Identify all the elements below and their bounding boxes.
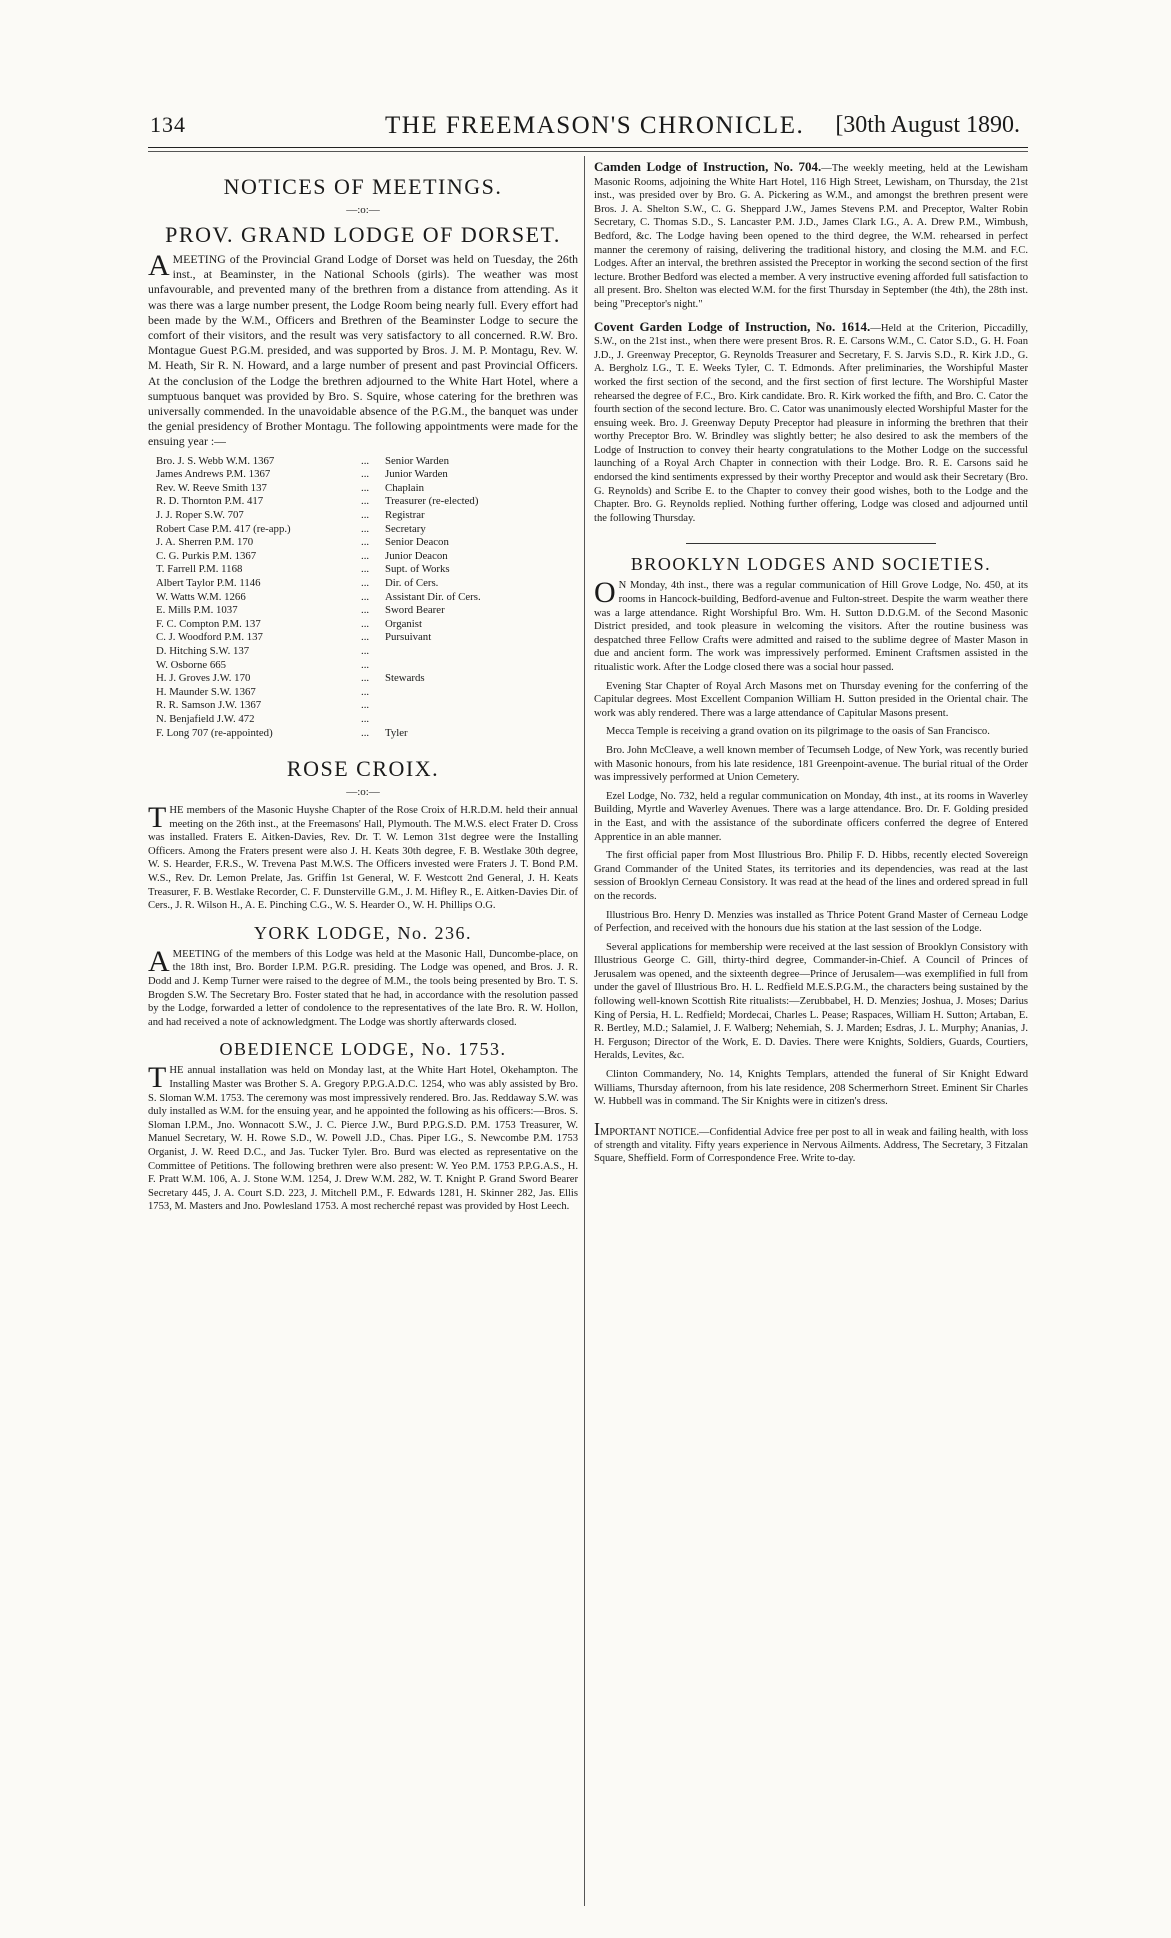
- brooklyn-paragraph: Ezel Lodge, No. 732, held a regular communication on Monday, 4th inst., at its rooms in Waverley Building, Myrtle and Waverley Avenues. There was a large attendance. Bro. Dr. F. Golding presided in the East, and with the assistance of the subordinate officers conferred the degree of Entered Apprentice in an able manner.: [594, 790, 1028, 843]
- appointment-row: [148, 604, 578, 618]
- drop-cap: A: [148, 944, 170, 978]
- section-rule: [686, 543, 936, 544]
- appointment-name: Bro. J. S. Webb W.M. 1367: [156, 454, 275, 467]
- appointment-office: Organist: [385, 617, 422, 630]
- appointment-name: N. Benjafield J.W. 472: [156, 712, 255, 725]
- leader-dots: ...: [361, 522, 370, 535]
- page-number: 134: [150, 112, 186, 137]
- york-lodge-title: YORK LODGE, No. 236.: [254, 922, 472, 943]
- appointment-office: Secretary: [385, 522, 426, 535]
- appointment-row: [148, 482, 578, 496]
- dorset-article: AMEETING of the Provincial Grand Lodge of Dorset was held on Tuesday, the 26th inst., at Beaminster, in the National Schools (girls). The weather was most unfavourable, and prevented many of the brethren from a distance from attending. As it was there was a large number present, the Lodge Room being nearly full. Every effort had been made by the W.M., Officers and Brethren of the Beaminster Lodge to secure the comfort of their visitors, and the result was very satisfactory to all concerned. R.W. Bro. Montague Guest P.G.M. presided, and was supported by Bros. J. M. P. Montagu, Rev. W. M. Heath, Sir R. N. Howard, and a large number of present and past Provincial Officers. At the conclusion of the Lodge the brethren adjourned to the White Hart Hotel, where a sumptuous banquet was provided by Bro. S. Squire, whose catering for the brethren was universally commended. In the unavoidable absence of the P.G.M., the banquet was under the genial presidency of Brother Montagu. The following appointments were made for the ensuing year :—: [148, 249, 578, 449]
- appointment-office: Junior Deacon: [385, 549, 448, 562]
- appointment-office: Senior Warden: [385, 454, 449, 467]
- appointment-row: [148, 550, 578, 564]
- leader-dots: ...: [361, 672, 370, 685]
- appointment-office: Stewards: [385, 672, 425, 685]
- leader-dots: ...: [361, 549, 370, 562]
- appointment-name: R. R. Samson J.W. 1367: [156, 699, 262, 712]
- appointment-name: C. G. Purkis P.M. 1367: [156, 549, 257, 562]
- covent-garden-article: Covent Garden Lodge of Instruction, No. 1614.—Held at the Criterion, Piccadilly, S.W., on the 21st inst., when there were present Bros. R. E. Carsons W.M., C. Cator S.D., G. H. Foan J.D., J. Greenway Preceptor, G. Reynolds Treasurer and Secretary, F. S. Jarvis S.D., R. Kirk J.D., G. A. Bergholz I.G., T. E. Weeks Tyler, C. T. Edmonds. After preliminaries, the Worshipful Master worked the first section of the second, and the first section of first lecture. The Worshipful Master rehearsed the degree of F.C., Bro. Kirk candidate. Bro. R. Kirk worked the fifth, and Bro. C. Cator the fourth section of the second lecture. Bro. C. Cator was unanimously elected Worshipful Master for the ensuing week. Bro. J. Greenway Deputy Preceptor had pleasure in informing the brethren that their worthy Preceptor Bro. W. Brindley was slightly better; he also desired to ask the members of the Lodge of Instruction to convey their hearty congratulations to the Mother Lodge on the successful launching of a Royal Arch Chapter in connection with their Lodge. Bro. R. E. Carsons said he endorsed the kind sentiments expressed by their worthy Preceptor and would ask their Secretary (Bro. G. Reynolds) and Scribe E. to the Chapter to convey their good wishes, both to the Lodge and the Chapter. Bro. G. Reynolds replied. Nothing further offering, Lodge was closed and adjourned until the following Thursday.: [594, 318, 1028, 524]
- york-lodge-article: AMEETING of the members of this Lodge was held at the Masonic Hall, Duncombe-place, on the 18th inst, Bro. Border I.P.M. P.G.R. presiding. The Lodge was opened, and Bros. J. R. Dodd and J. Kemp Turner were raised to the degree of M.M., the tools being presented by Bro. T. S. Brogden S.W. The Secretary Bro. Foster stated that he had, in accordance with the resolution passed by the Lodge, forwarded a letter of condolence to the representatives of the late Bro. R. W. Hollon, and had received a note of acknowledgment. The Lodge was shortly afterwards closed.: [148, 944, 578, 1028]
- left-column: [148, 160, 578, 1219]
- rose-croix-title: ROSE CROIX.: [286, 756, 440, 782]
- leader-dots: ...: [361, 536, 370, 549]
- appointment-office: Dir. of Cers.: [385, 576, 439, 589]
- brooklyn-paragraph: Clinton Commandery, No. 14, Knights Templars, attended the funeral of Sir Knight Edward Williams, Thursday afternoon, from his late residence, 208 Schermerhorn Street. Eminent Sir Charles W. Hubbell was in command. The Sir Knights were in citizen's dress.: [594, 1069, 1028, 1108]
- page-header: [150, 112, 1020, 146]
- appointment-name: W. Watts W.M. 1266: [156, 590, 246, 603]
- appointment-name: J. J. Roper S.W. 707: [156, 509, 244, 522]
- brooklyn-paragraph: Illustrious Bro. Henry D. Menzies was installed as Thrice Potent Grand Master of Cerneau Lodge of Perfection, and received with the honours due his station at the last session of the Lodge.: [594, 909, 1028, 935]
- appointment-name: R. D. Thornton P.M. 417: [156, 495, 264, 508]
- header-rule: [148, 147, 1028, 148]
- appointment-name: Rev. W. Reeve Smith 137: [156, 481, 267, 494]
- appointment-office: [385, 659, 578, 673]
- brooklyn-paragraph: The first official paper from Most Illustrious Bro. Philip F. D. Hibbs, recently elected Sovereign Grand Commander of the United States, its territories and its dependencies, was read at the last session of Brooklyn Cerneau Consistory. It was read at the head of the lines and ordered spread in full on the records.: [594, 850, 1028, 902]
- appointment-name: F. C. Compton P.M. 137: [156, 617, 261, 630]
- rose-croix-article: THE members of the Masonic Huyshe Chapter of the Rose Croix of H.R.D.M. held their annual meeting on the 26th inst., at the Freemasons' Hall, Plymouth. The M.W.S. elect Frater D. Cross was installed. Fraters E. Aitken-Davies, Rev. Dr. T. W. Lemon 31st degree were the Installing Officers. Among the Fraters present were also J. H. Keats 30th degree, F. B. Westlake 30th degree, W. S. Hearder, F.R.S., W. Trevena Past M.W.S. The Officers invested were Fraters J. T. Bond P.M. W.S., Rev. Dr. Lemon Prelate, Jas. Griffin 1st General, W. F. Westcott 2nd General, J. H. Keats Treasurer, F. B. Westlake Recorder, C. F. Dunsterville G.M., J. M. Hifley R., E. Aitken-Davies Dir. of Cers., J. R. Wilson H., A. E. Pinching C.G., W. S. Hearder O., W. H. Phillips O.G.: [148, 801, 579, 912]
- appointment-name: Albert Taylor P.M. 1146: [156, 576, 261, 589]
- leader-dots: ...: [361, 631, 370, 644]
- appointment-row: [148, 686, 578, 700]
- appointment-row: [148, 577, 578, 591]
- leader-dots: ...: [361, 658, 370, 671]
- appointment-name: E. Mills P.M. 1037: [156, 604, 238, 617]
- leader-dots: ...: [361, 617, 370, 630]
- brooklyn-article: [594, 576, 1028, 1108]
- issue-date: [30th August 1890.: [835, 112, 1020, 138]
- appointment-name: F. Long 707 (re-appointed): [156, 726, 273, 739]
- appointment-office: Chaplain: [385, 481, 424, 494]
- camden-lodge-article: Camden Lodge of Instruction, No. 704.—The weekly meeting, held at the Lewisham Masonic Rooms, adjoining the White Hart Hotel, 116 High Street, Lewisham, on Thursday, the 21st inst., was presided over by Bro. G. A. Pickering as W.M., and amongst the brethren present were Bros. J. A. Shelton S.W., C. G. Sheppard J.W., James Stevens P.M. and Preceptor, Walter Robin Secretary, C. Thomas S.D., S. Lancaster P.M. J.D., James Clark I.G., A. A. Drew P.M., Wimbush, Bedford, &c. The Lodge having been opened to the third degree, the W.M. rehearsed in perfect manner the ceremony of raising, delivering the traditional history, and closing the M.M. and F.C. Lodges. After an interval, the brethren assisted the Preceptor in working the second section of the first lecture. Brother Bedford was elected a member. A very instructive evening afforded full satisfaction to all present. Bro. Shelton was elected W.M. for the first Thursday in September (the 4th), the 28th inst. being "Preceptor's night.": [594, 159, 1029, 310]
- leader-dots: ...: [361, 576, 370, 589]
- appointment-row: [148, 631, 578, 645]
- appointment-row: [148, 523, 578, 537]
- appointment-row: [148, 713, 578, 727]
- appointment-office: Tyler: [385, 726, 408, 739]
- leader-dots: ...: [361, 712, 370, 725]
- leader-dots: ...: [361, 509, 370, 522]
- appointment-office: Sword Bearer: [385, 604, 445, 617]
- appointments-table: [148, 455, 578, 740]
- appointment-row: [148, 455, 578, 469]
- leader-dots: ...: [361, 699, 370, 712]
- brooklyn-title: BROOKLYN LODGES AND SOCIETIES.: [630, 554, 992, 575]
- appointment-office: Pursuivant: [385, 631, 432, 644]
- leader-dots: ...: [361, 726, 370, 739]
- column-divider: [584, 156, 585, 1906]
- leader-dots: ...: [361, 644, 370, 657]
- masthead-title: THE FREEMASON'S CHRONICLE.: [385, 112, 805, 139]
- appointment-row: [148, 727, 578, 741]
- notices-title: NOTICES OF MEETINGS.: [223, 174, 503, 199]
- appointment-office: Assistant Dir. of Cers.: [385, 590, 481, 603]
- brooklyn-paragraph: O N Monday, 4th inst., there was a regular communication of Hill Grove Lodge, No. 450, at its rooms in Hancock-building, Bedford-avenue and Fulton-street. Despite the warm weather there was a large attendance. Right Worshipful Bro. Wm. H. Sutton D.D.G.M. of the Second Masonic District presided, and took pleasure in welcoming the visitors. After the routine business was despatched three Fellow Crafts were admitted and raised to the sublime degree of Master Mason in due and ancient form. The work was impressively performed. Eminent Craftsmen assisted in the ritualistic work. After the Lodge closed there was a social hour passed.: [594, 576, 1028, 673]
- drop-cap: O: [594, 576, 616, 610]
- important-notice: IMPORTANT NOTICE.—Confidential Advice free per post to all in weak and failing health, with loss of strength and vitality. Fifty years experience in Nervous Ailments. Address, The Secretary, 3 Fitzalan Square, Sheffield. Form of Correspondence Free. Write to-day.: [594, 1118, 1028, 1164]
- appointment-row: [148, 536, 578, 550]
- drop-cap: T: [148, 801, 167, 835]
- brooklyn-paragraph: Several applications for membership were received at the last session of Brooklyn Consistory with Illustrious George C. Gill, thirty-third degree, Commander-in-Chief. A Council of Princes of Jerusalem was opened, and the sixteenth degree—Prince of Jerusalem—was exemplified in full from under the gavel of Illustrious Bro. H. L. Redfield M.E.S.P.G.M., the characters being sustained by the following well-known Scottish Rite ritualists:—Zerubbabel, H. D. Menzies; Joshua, J. Moses; Darius King of Persia, H. L. Redfield; Mordecai, Charles L. Pease; Raspaces, William H. Sutton; Artaban, E. R. Bertley, M.D.; Salamiel, J. F. Walberg; Nehemiah, S. J. Marden; Esdras, J. L. Murphy; Ananias, J. H. Ferguson; Director of the Work, E. D. Davies. There were Knights, Soldiers, Guards, Courtiers, Heralds, Levites, &c.: [594, 941, 1028, 1062]
- appointment-name: D. Hitching S.W. 137: [156, 644, 250, 657]
- appointment-name: C. J. Woodford P.M. 137: [156, 631, 263, 644]
- dorset-title: PROV. GRAND LODGE OF DORSET.: [165, 222, 561, 247]
- ornament: —:o:—: [346, 204, 380, 216]
- appointment-office: Supt. of Works: [385, 563, 450, 576]
- brooklyn-paragraph: Evening Star Chapter of Royal Arch Masons met on Thursday evening for the conferring of the Capitular degrees. Most Excellent Companion William H. Sutton presided in the Oriental chair. The work was ably rendered. There was a large attendance of Capitular Masons present.: [594, 680, 1028, 719]
- appointment-office: [385, 713, 578, 727]
- leader-dots: ...: [361, 481, 370, 494]
- appointment-row: [148, 645, 578, 659]
- appointment-name: Robert Case P.M. 417 (re-app.): [156, 522, 291, 535]
- leader-dots: ...: [361, 563, 370, 576]
- appointment-row: [148, 591, 578, 605]
- appointment-row: [148, 659, 578, 673]
- leader-dots: ...: [361, 454, 370, 467]
- leader-dots: ...: [361, 604, 370, 617]
- appointment-office: Junior Warden: [385, 468, 448, 481]
- leader-dots: ...: [361, 590, 370, 603]
- appointment-name: James Andrews P.M. 1367: [156, 468, 271, 481]
- appointment-row: [148, 468, 578, 482]
- appointment-office: [385, 645, 578, 659]
- ornament: —:o:—: [346, 786, 380, 799]
- appointment-name: W. Osborne 665: [156, 658, 227, 671]
- leader-dots: ...: [361, 468, 370, 481]
- drop-cap: A: [148, 249, 170, 282]
- leader-dots: ...: [361, 495, 370, 508]
- leader-dots: ...: [361, 685, 370, 698]
- appointment-office: Registrar: [385, 509, 425, 522]
- appointment-row: [148, 618, 578, 632]
- appointment-row: [148, 672, 578, 686]
- appointment-name: H. J. Groves J.W. 170: [156, 672, 251, 685]
- covent-garden-heading: Covent Garden Lodge of Instruction, No. 1614.: [594, 318, 871, 334]
- right-column: [594, 160, 1028, 1165]
- obedience-lodge-title: OBEDIENCE LODGE, No. 1753.: [219, 1039, 507, 1060]
- brooklyn-paragraph: Bro. John McCleave, a well known member of Tecumseh Lodge, of New York, was recently buried with Masonic honours, from his late residence, 181 Greenpoint-avenue. The burial ritual of the Order was impressively performed at Union Cemetery.: [594, 744, 1028, 784]
- drop-cap: I: [594, 1118, 600, 1139]
- appointment-office: [385, 699, 578, 713]
- appointment-row: [148, 563, 578, 577]
- brooklyn-paragraph: Mecca Temple is receiving a grand ovation on its pilgrimage to the oasis of San Francisco.: [606, 726, 990, 738]
- camden-lodge-heading: Camden Lodge of Instruction, No. 704.: [594, 159, 822, 174]
- obedience-lodge-article: THE annual installation was held on Monday last, at the White Hart Hotel, Okehampton. The Installing Master was Brother S. A. Gregory P.P.G.A.D.C. 1254, who was ably assisted by Bro. S. Sloman W.M. 1753. The ceremony was most impressively rendered. Bro. Jas. Reddaway S.W. was duly installed as W.M. for the ensuing year, and he appointed the following as his officers:—Bros. S. Sloman I.P.M., Jno. Wonnacott S.W., J. C. Pierce J.W., Burd P.P.G.S.D. P.M. 1753 Treasurer, W. Manuel Secretary, W. H. Rowe S.D., W. Powell J.D., Chas. Piper I.G., S. Newcombe P.M. 1753 Organist, J. W. Reed D.C., and Jas. Tucker Tyler. Bro. Burd was elected as representative on the Committee of Petitions. The following brethren were also present: W. Yeo P.M. 1753 P.P.G.A.S., H. F. Pratt W.M. 106, A. J. Stone W.M. 1254, J. Drew W.M. 282, W. T. Knight P. Grand Sword Bearer Secretary 445, J. A. Court S.D. 223, J. Mitchell P.M., F. Edwards 1281, H. Skinner 282, Jas. Ellis 1753, M. Masters and Jno. Powlesland 1753. A most recherché repast was provided by Host Leech.: [148, 1061, 578, 1213]
- appointment-row: [148, 495, 578, 509]
- appointment-row: [148, 699, 578, 713]
- drop-cap: T: [148, 1061, 167, 1095]
- appointment-row: [148, 509, 578, 523]
- appointment-name: J. A. Sherren P.M. 170: [156, 536, 254, 549]
- appointment-name: T. Farrell P.M. 1168: [156, 563, 243, 576]
- appointment-office: [385, 686, 578, 700]
- appointment-office: Treasurer (re-elected): [385, 495, 479, 508]
- appointment-office: Senior Deacon: [385, 536, 449, 549]
- appointment-name: H. Maunder S.W. 1367: [156, 685, 256, 698]
- header-rule-thin: [148, 151, 1028, 152]
